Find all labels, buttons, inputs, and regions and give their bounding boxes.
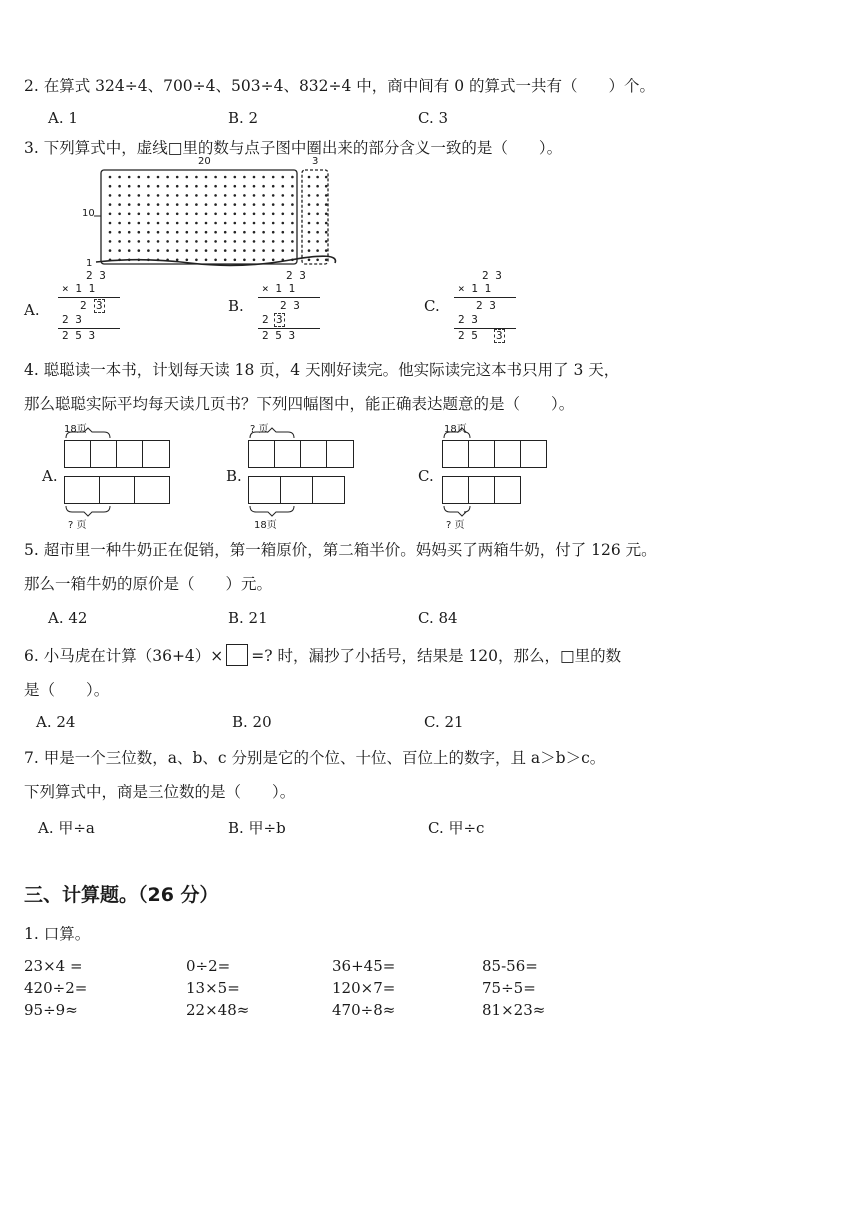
grid-dot bbox=[205, 259, 208, 262]
q4-option-b-letter: B. bbox=[226, 467, 242, 485]
grid-dot bbox=[128, 222, 131, 225]
grid-dot bbox=[138, 194, 141, 197]
grid-dot bbox=[243, 249, 246, 252]
grid-dot bbox=[325, 222, 328, 225]
grid-dot bbox=[147, 176, 150, 179]
grid-dot bbox=[147, 240, 150, 243]
calc-item: 0÷2= bbox=[186, 957, 231, 975]
question-2-text: 2. 在算式 324÷4、700÷4、503÷4、832÷4 中，商中间有 0 的算式一共有（ ）个。 bbox=[24, 77, 656, 95]
grid-dot bbox=[316, 259, 319, 262]
grid-dot bbox=[325, 259, 328, 262]
grid-dot bbox=[224, 259, 227, 262]
grid-dot bbox=[195, 203, 198, 206]
grid-dot bbox=[253, 249, 256, 252]
q4-c-top-label: 18页 bbox=[444, 424, 467, 435]
grid-dot bbox=[243, 222, 246, 225]
grid-dot bbox=[325, 185, 328, 188]
grid-dot bbox=[147, 213, 150, 216]
grid-dot bbox=[128, 203, 131, 206]
grid-dot bbox=[186, 231, 189, 234]
grid-dot bbox=[272, 259, 275, 262]
grid-dot bbox=[128, 213, 131, 216]
q4-b-bottom-label: 18页 bbox=[254, 520, 277, 531]
grid-dot bbox=[253, 194, 256, 197]
grid-dot bbox=[176, 231, 179, 234]
grid-dot bbox=[205, 222, 208, 225]
grid-dot bbox=[166, 176, 169, 179]
grid-dot bbox=[234, 203, 237, 206]
grid-dot bbox=[234, 194, 237, 197]
q4-option-b-diagram bbox=[248, 420, 358, 530]
dot-grid-solid-frame bbox=[101, 170, 297, 264]
q3-option-b-calc: 2 3 × 1 1 2 3 2 3 2 5 3 bbox=[256, 270, 326, 342]
grid-dot bbox=[147, 185, 150, 188]
grid-dot bbox=[186, 203, 189, 206]
calc-item: 420÷2= bbox=[24, 979, 88, 997]
grid-dot bbox=[262, 185, 265, 188]
grid-dot bbox=[205, 240, 208, 243]
q7-option-b: B. 甲÷b bbox=[228, 819, 286, 837]
grid-dot bbox=[282, 249, 285, 252]
grid-dot bbox=[243, 185, 246, 188]
grid-dot bbox=[205, 185, 208, 188]
grid-dot bbox=[272, 240, 275, 243]
grid-dot bbox=[195, 231, 198, 234]
grid-dot bbox=[308, 231, 311, 234]
q7-option-c: C. 甲÷c bbox=[428, 819, 485, 837]
grid-dot bbox=[186, 194, 189, 197]
grid-dot bbox=[166, 231, 169, 234]
grid-dot bbox=[176, 240, 179, 243]
grid-dot bbox=[214, 185, 217, 188]
dot-grid-svg bbox=[80, 156, 340, 272]
question-3-text: 3. 下列算式中，虚线□里的数与点子图中圈出来的部分含义一致的是（ ）。 bbox=[24, 139, 563, 157]
grid-dot bbox=[272, 222, 275, 225]
grid-dot bbox=[291, 194, 294, 197]
grid-dot bbox=[282, 203, 285, 206]
grid-dot bbox=[325, 231, 328, 234]
grid-dot bbox=[282, 240, 285, 243]
calc-item: 75÷5= bbox=[482, 979, 536, 997]
q6-option-b: B. 20 bbox=[232, 713, 272, 731]
q6-text-part-1: 6. 小马虎在计算（36+4）× bbox=[24, 647, 224, 665]
grid-dot bbox=[128, 185, 131, 188]
question-5-text-2: 那么一箱牛奶的原价是（ ）元。 bbox=[24, 575, 273, 593]
grid-dot bbox=[234, 176, 237, 179]
calc-item: 85-56= bbox=[482, 957, 538, 975]
grid-dot bbox=[205, 176, 208, 179]
grid-dot bbox=[291, 231, 294, 234]
calc-item: 81×23≈ bbox=[482, 1001, 546, 1019]
grid-dot bbox=[253, 259, 256, 262]
q3-option-a-letter: A. bbox=[24, 301, 40, 319]
grid-dot bbox=[109, 249, 112, 252]
grid-dot bbox=[224, 213, 227, 216]
grid-dot bbox=[272, 194, 275, 197]
grid-dot bbox=[176, 176, 179, 179]
grid-dot bbox=[224, 203, 227, 206]
grid-dot bbox=[282, 222, 285, 225]
q6-blank-box bbox=[226, 644, 248, 666]
grid-dot bbox=[157, 203, 160, 206]
grid-dot bbox=[316, 176, 319, 179]
grid-dot bbox=[138, 176, 141, 179]
grid-dot bbox=[262, 176, 265, 179]
grid-dot bbox=[234, 213, 237, 216]
grid-dot bbox=[118, 194, 121, 197]
q2-option-c: C. 3 bbox=[418, 109, 449, 127]
grid-dot bbox=[157, 231, 160, 234]
q3-option-c-calc: 2 3 × 1 1 2 3 2 3 2 5 3 bbox=[452, 270, 522, 342]
grid-dot bbox=[272, 203, 275, 206]
grid-dot bbox=[243, 259, 246, 262]
q3-option-a-calc: 2 3 × 1 1 2 3 2 3 2 5 3 bbox=[56, 270, 126, 342]
grid-dot bbox=[166, 194, 169, 197]
calc-item: 13×5= bbox=[186, 979, 240, 997]
dot-grid-label-10: 10 bbox=[82, 208, 95, 219]
grid-dot bbox=[234, 240, 237, 243]
grid-dot bbox=[147, 249, 150, 252]
q5-option-a: A. 42 bbox=[48, 609, 88, 627]
grid-dot bbox=[109, 240, 112, 243]
grid-dot bbox=[138, 240, 141, 243]
grid-dot bbox=[157, 222, 160, 225]
grid-dot bbox=[109, 176, 112, 179]
grid-dot bbox=[195, 222, 198, 225]
grid-dot bbox=[118, 185, 121, 188]
grid-dot bbox=[195, 259, 198, 262]
grid-dot bbox=[325, 176, 328, 179]
q4-option-a-letter: A. bbox=[42, 467, 58, 485]
grid-dot bbox=[205, 231, 208, 234]
grid-dot bbox=[234, 222, 237, 225]
grid-dot bbox=[253, 240, 256, 243]
grid-dot bbox=[272, 176, 275, 179]
grid-dot bbox=[214, 213, 217, 216]
q6-option-c: C. 21 bbox=[424, 713, 464, 731]
grid-dot bbox=[325, 240, 328, 243]
grid-dot bbox=[243, 240, 246, 243]
grid-dot bbox=[118, 249, 121, 252]
grid-dot bbox=[138, 231, 141, 234]
grid-dot bbox=[166, 240, 169, 243]
q6-text-part-2: =? 时，漏抄了小括号，结果是 120，那么，□里的数 bbox=[251, 647, 622, 665]
grid-dot bbox=[214, 222, 217, 225]
grid-dot bbox=[147, 203, 150, 206]
grid-dot bbox=[109, 231, 112, 234]
grid-dot bbox=[118, 213, 121, 216]
grid-dot bbox=[166, 222, 169, 225]
question-4-text-1: 4. 聪聪读一本书，计划每天读 18 页，4 天刚好读完。他实际读完这本书只用了 3 天， bbox=[24, 361, 620, 379]
grid-dot bbox=[205, 194, 208, 197]
grid-dot bbox=[195, 194, 198, 197]
grid-dot bbox=[157, 249, 160, 252]
grid-dot bbox=[262, 240, 265, 243]
grid-dot bbox=[316, 203, 319, 206]
grid-dot bbox=[109, 222, 112, 225]
grid-dot bbox=[214, 194, 217, 197]
question-6-text-2: 是（ ）。 bbox=[24, 681, 110, 699]
grid-dot bbox=[253, 231, 256, 234]
grid-dot bbox=[262, 203, 265, 206]
question-7-text-1: 7. 甲是一个三位数，a、b、c 分别是它的个位、十位、百位上的数字，且 a＞b＞c。 bbox=[24, 749, 606, 767]
grid-dot bbox=[291, 203, 294, 206]
grid-dot bbox=[214, 259, 217, 262]
grid-dot bbox=[308, 259, 311, 262]
grid-dot bbox=[186, 240, 189, 243]
grid-dot bbox=[157, 176, 160, 179]
grid-dot bbox=[316, 249, 319, 252]
calc-item: 36+45= bbox=[332, 957, 396, 975]
dot-grid-label-3: 3 bbox=[312, 156, 319, 167]
grid-dot bbox=[138, 222, 141, 225]
grid-dot bbox=[195, 185, 198, 188]
grid-dot bbox=[147, 222, 150, 225]
calc-item: 120×7= bbox=[332, 979, 396, 997]
grid-dot bbox=[128, 194, 131, 197]
grid-dot bbox=[272, 213, 275, 216]
q5-option-c: C. 84 bbox=[418, 609, 458, 627]
grid-dot bbox=[291, 185, 294, 188]
grid-dot bbox=[195, 240, 198, 243]
grid-dot bbox=[128, 249, 131, 252]
grid-dot bbox=[316, 222, 319, 225]
q4-a-bottom-label: ? 页 bbox=[68, 520, 87, 531]
grid-dot bbox=[176, 185, 179, 188]
grid-dot bbox=[325, 194, 328, 197]
calc-item: 470÷8≈ bbox=[332, 1001, 396, 1019]
grid-dot bbox=[291, 213, 294, 216]
grid-dot bbox=[308, 213, 311, 216]
grid-dot bbox=[316, 240, 319, 243]
grid-dot bbox=[243, 176, 246, 179]
grid-dot bbox=[308, 194, 311, 197]
q4-option-a-diagram bbox=[64, 420, 174, 530]
grid-dot bbox=[214, 240, 217, 243]
grid-dot bbox=[128, 176, 131, 179]
grid-dot bbox=[176, 249, 179, 252]
grid-dot bbox=[291, 176, 294, 179]
grid-dot bbox=[316, 213, 319, 216]
grid-dot bbox=[282, 213, 285, 216]
grid-dot bbox=[224, 231, 227, 234]
grid-dot bbox=[282, 194, 285, 197]
grid-dot bbox=[118, 240, 121, 243]
grid-dot bbox=[262, 249, 265, 252]
q5-option-b: B. 21 bbox=[228, 609, 268, 627]
grid-dot bbox=[128, 240, 131, 243]
calc-item: 95÷9≈ bbox=[24, 1001, 78, 1019]
grid-dot bbox=[205, 213, 208, 216]
grid-dot bbox=[176, 213, 179, 216]
grid-dot bbox=[109, 213, 112, 216]
section-3-title: 三、计算题。（26 分） bbox=[24, 884, 219, 906]
grid-dot bbox=[253, 222, 256, 225]
grid-dot bbox=[262, 213, 265, 216]
q4-b-top-label: ? 页 bbox=[250, 424, 269, 435]
grid-dot bbox=[195, 249, 198, 252]
grid-dot bbox=[186, 213, 189, 216]
grid-dot bbox=[262, 222, 265, 225]
calc-item: 22×48≈ bbox=[186, 1001, 250, 1019]
grid-dot bbox=[316, 231, 319, 234]
q4-option-c-letter: C. bbox=[418, 467, 434, 485]
question-4-text-2: 那么聪聪实际平均每天读几页书？下列四幅图中，能正确表达题意的是（ ）。 bbox=[24, 395, 575, 413]
grid-dot bbox=[262, 259, 265, 262]
grid-dot bbox=[272, 249, 275, 252]
grid-dot bbox=[118, 231, 121, 234]
grid-dot bbox=[253, 213, 256, 216]
q4-option-c-diagram bbox=[442, 420, 552, 530]
grid-dot bbox=[243, 194, 246, 197]
grid-dot bbox=[272, 185, 275, 188]
q7-option-a: A. 甲÷a bbox=[38, 819, 95, 837]
grid-dot bbox=[166, 249, 169, 252]
grid-dot bbox=[138, 249, 141, 252]
grid-dot bbox=[243, 203, 246, 206]
q2-option-b: B. 2 bbox=[228, 109, 259, 127]
question-7-text-2: 下列算式中，商是三位数的是（ ）。 bbox=[24, 783, 296, 801]
grid-dot bbox=[308, 240, 311, 243]
question-5-text-1: 5. 超市里一种牛奶正在促销，第一箱原价，第二箱半价。妈妈买了两箱牛奶，付了 126 元。 bbox=[24, 541, 657, 559]
grid-dot bbox=[109, 203, 112, 206]
grid-dot bbox=[166, 203, 169, 206]
grid-dot bbox=[157, 213, 160, 216]
grid-dot bbox=[243, 231, 246, 234]
grid-dot bbox=[234, 231, 237, 234]
grid-dot bbox=[128, 231, 131, 234]
grid-dot bbox=[138, 213, 141, 216]
grid-dot bbox=[157, 185, 160, 188]
grid-dot bbox=[308, 249, 311, 252]
grid-dot bbox=[253, 176, 256, 179]
grid-dot bbox=[282, 185, 285, 188]
dot-grid-dashed-frame bbox=[302, 170, 328, 264]
grid-dot bbox=[308, 176, 311, 179]
grid-dot bbox=[262, 194, 265, 197]
q3-option-b-letter: B. bbox=[228, 297, 244, 315]
grid-dot bbox=[262, 231, 265, 234]
grid-dot bbox=[224, 240, 227, 243]
grid-dot bbox=[138, 185, 141, 188]
grid-dot bbox=[186, 222, 189, 225]
grid-dot bbox=[109, 185, 112, 188]
grid-dot bbox=[166, 185, 169, 188]
q4-a-top-label: 18页 bbox=[64, 424, 87, 435]
grid-dot bbox=[325, 249, 328, 252]
grid-dot bbox=[234, 249, 237, 252]
grid-dot bbox=[224, 176, 227, 179]
grid-dot bbox=[205, 203, 208, 206]
q6-option-a: A. 24 bbox=[36, 713, 76, 731]
grid-dot bbox=[234, 185, 237, 188]
q4-c-bottom-label: ? 页 bbox=[446, 520, 465, 531]
grid-dot bbox=[214, 231, 217, 234]
grid-dot bbox=[205, 249, 208, 252]
grid-dot bbox=[157, 194, 160, 197]
grid-dot bbox=[118, 203, 121, 206]
grid-dot bbox=[186, 249, 189, 252]
grid-dot bbox=[214, 203, 217, 206]
grid-dot bbox=[234, 259, 237, 262]
grid-dot bbox=[186, 185, 189, 188]
grid-dot bbox=[224, 194, 227, 197]
grid-dot bbox=[118, 222, 121, 225]
grid-dot bbox=[186, 259, 189, 262]
grid-dot bbox=[176, 203, 179, 206]
dot-grid-figure bbox=[80, 156, 340, 272]
grid-dot bbox=[316, 194, 319, 197]
grid-dot bbox=[316, 185, 319, 188]
calc-item: 23×4 = bbox=[24, 957, 83, 975]
grid-dot bbox=[176, 259, 179, 262]
grid-dot bbox=[253, 185, 256, 188]
grid-dot bbox=[325, 213, 328, 216]
grid-dot bbox=[308, 222, 311, 225]
grid-dot bbox=[308, 203, 311, 206]
section-3-subtitle: 1. 口算。 bbox=[24, 925, 91, 943]
grid-dot bbox=[224, 185, 227, 188]
grid-dot bbox=[224, 249, 227, 252]
grid-dot bbox=[272, 231, 275, 234]
grid-dot bbox=[214, 249, 217, 252]
grid-dot bbox=[253, 203, 256, 206]
grid-dot bbox=[118, 176, 121, 179]
grid-dot bbox=[308, 185, 311, 188]
grid-dot bbox=[282, 231, 285, 234]
dot-grid-label-20: 20 bbox=[198, 156, 211, 167]
question-6-text-1 bbox=[24, 644, 621, 666]
grid-dot bbox=[186, 176, 189, 179]
grid-dot bbox=[224, 222, 227, 225]
grid-dot bbox=[291, 240, 294, 243]
q2-option-a: A. 1 bbox=[48, 109, 78, 127]
dot-grid-label-1: 1 bbox=[86, 258, 93, 269]
grid-dot bbox=[325, 203, 328, 206]
q3-option-c-letter: C. bbox=[424, 297, 440, 315]
grid-dot bbox=[166, 213, 169, 216]
grid-dot bbox=[282, 176, 285, 179]
grid-dot bbox=[109, 194, 112, 197]
grid-dot bbox=[243, 213, 246, 216]
grid-dot bbox=[176, 194, 179, 197]
grid-dot bbox=[291, 222, 294, 225]
grid-dot bbox=[147, 194, 150, 197]
grid-dot bbox=[195, 176, 198, 179]
grid-dot bbox=[214, 176, 217, 179]
grid-dot bbox=[195, 213, 198, 216]
grid-dot bbox=[291, 249, 294, 252]
grid-dot bbox=[157, 240, 160, 243]
grid-dot bbox=[176, 222, 179, 225]
grid-dot bbox=[138, 203, 141, 206]
grid-dot bbox=[147, 231, 150, 234]
